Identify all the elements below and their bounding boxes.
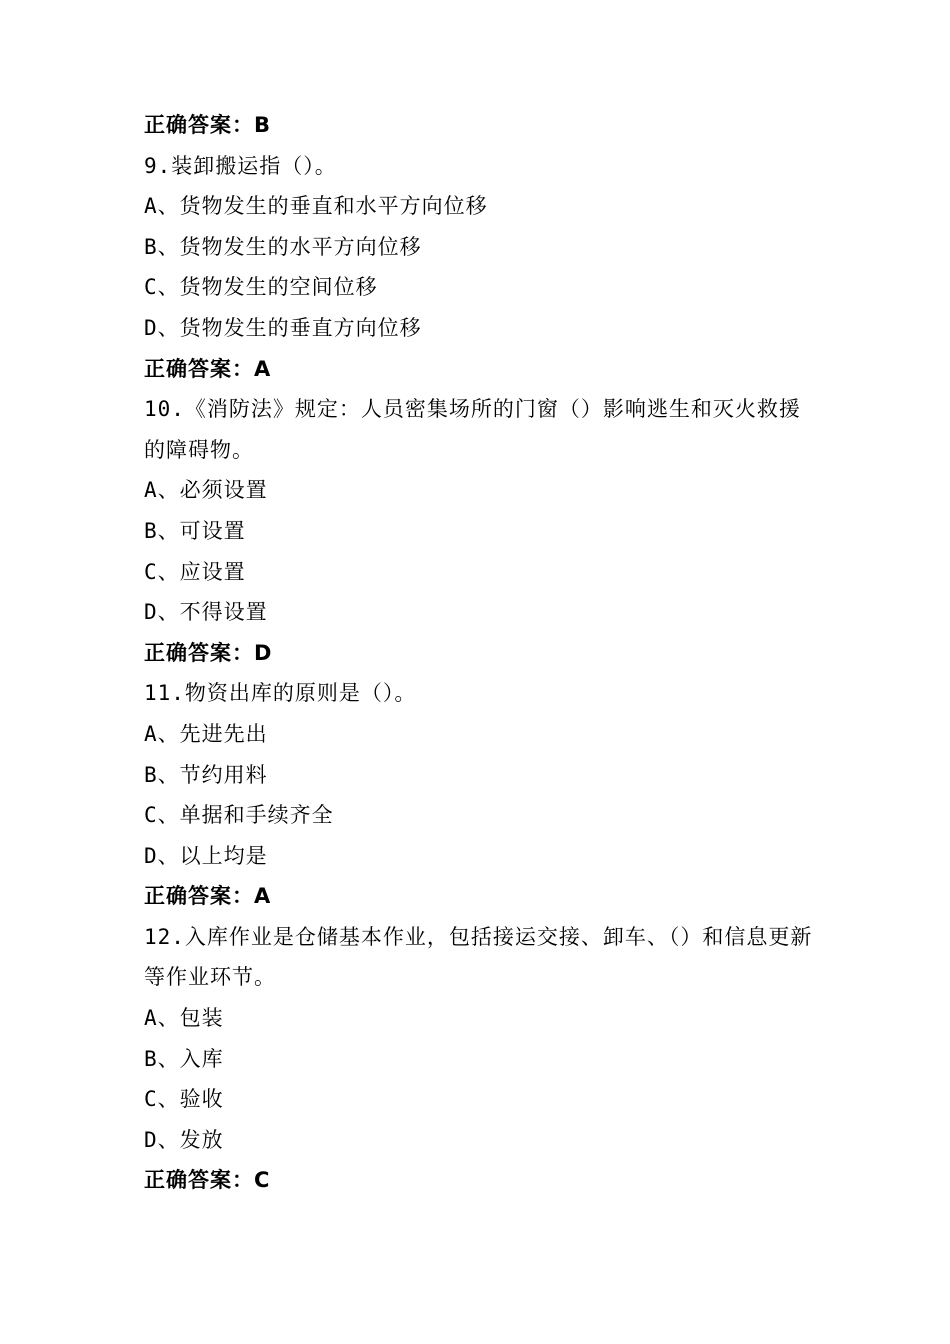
option-a: A、货物发生的垂直和水平方向位移 bbox=[144, 194, 488, 219]
question-text: 11.物资出库的原则是（）。 bbox=[144, 681, 417, 706]
option-c: C、验收 bbox=[144, 1087, 224, 1112]
option-d: D、发放 bbox=[144, 1127, 224, 1152]
question-text: 10.《消防法》规定：人员密集场所的门窗（）影响逃生和灭火救援的障碍物。 bbox=[144, 397, 801, 462]
answer-line: 正确答案：D bbox=[144, 640, 273, 665]
option-d: D、货物发生的垂直方向位移 bbox=[144, 315, 422, 340]
option-a: A、必须设置 bbox=[144, 478, 268, 503]
answer-line: 正确答案：A bbox=[144, 356, 272, 381]
option-b: B、货物发生的水平方向位移 bbox=[144, 234, 422, 259]
answer-line: 正确答案：C bbox=[144, 1168, 271, 1193]
option-c: C、货物发生的空间位移 bbox=[144, 275, 378, 300]
option-b: B、可设置 bbox=[144, 518, 246, 543]
option-d: D、以上均是 bbox=[144, 843, 268, 868]
question-text: 9.装卸搬运指（）。 bbox=[144, 153, 337, 178]
option-a: A、包装 bbox=[144, 1006, 224, 1031]
option-c: C、应设置 bbox=[144, 559, 246, 584]
option-d: D、不得设置 bbox=[144, 600, 268, 625]
option-b: B、入库 bbox=[144, 1046, 224, 1071]
option-a: A、先进先出 bbox=[144, 721, 268, 746]
page-content bbox=[144, 105, 814, 1201]
question-text: 12.入库作业是仓储基本作业，包括接运交接、卸车、（）和信息更新等作业环节。 bbox=[144, 924, 813, 990]
option-c: C、单据和手续齐全 bbox=[144, 803, 334, 828]
answer-line: 正确答案：A bbox=[144, 884, 272, 909]
answer-line: 正确答案：B bbox=[144, 113, 272, 137]
option-b: B、节约用料 bbox=[144, 762, 268, 787]
